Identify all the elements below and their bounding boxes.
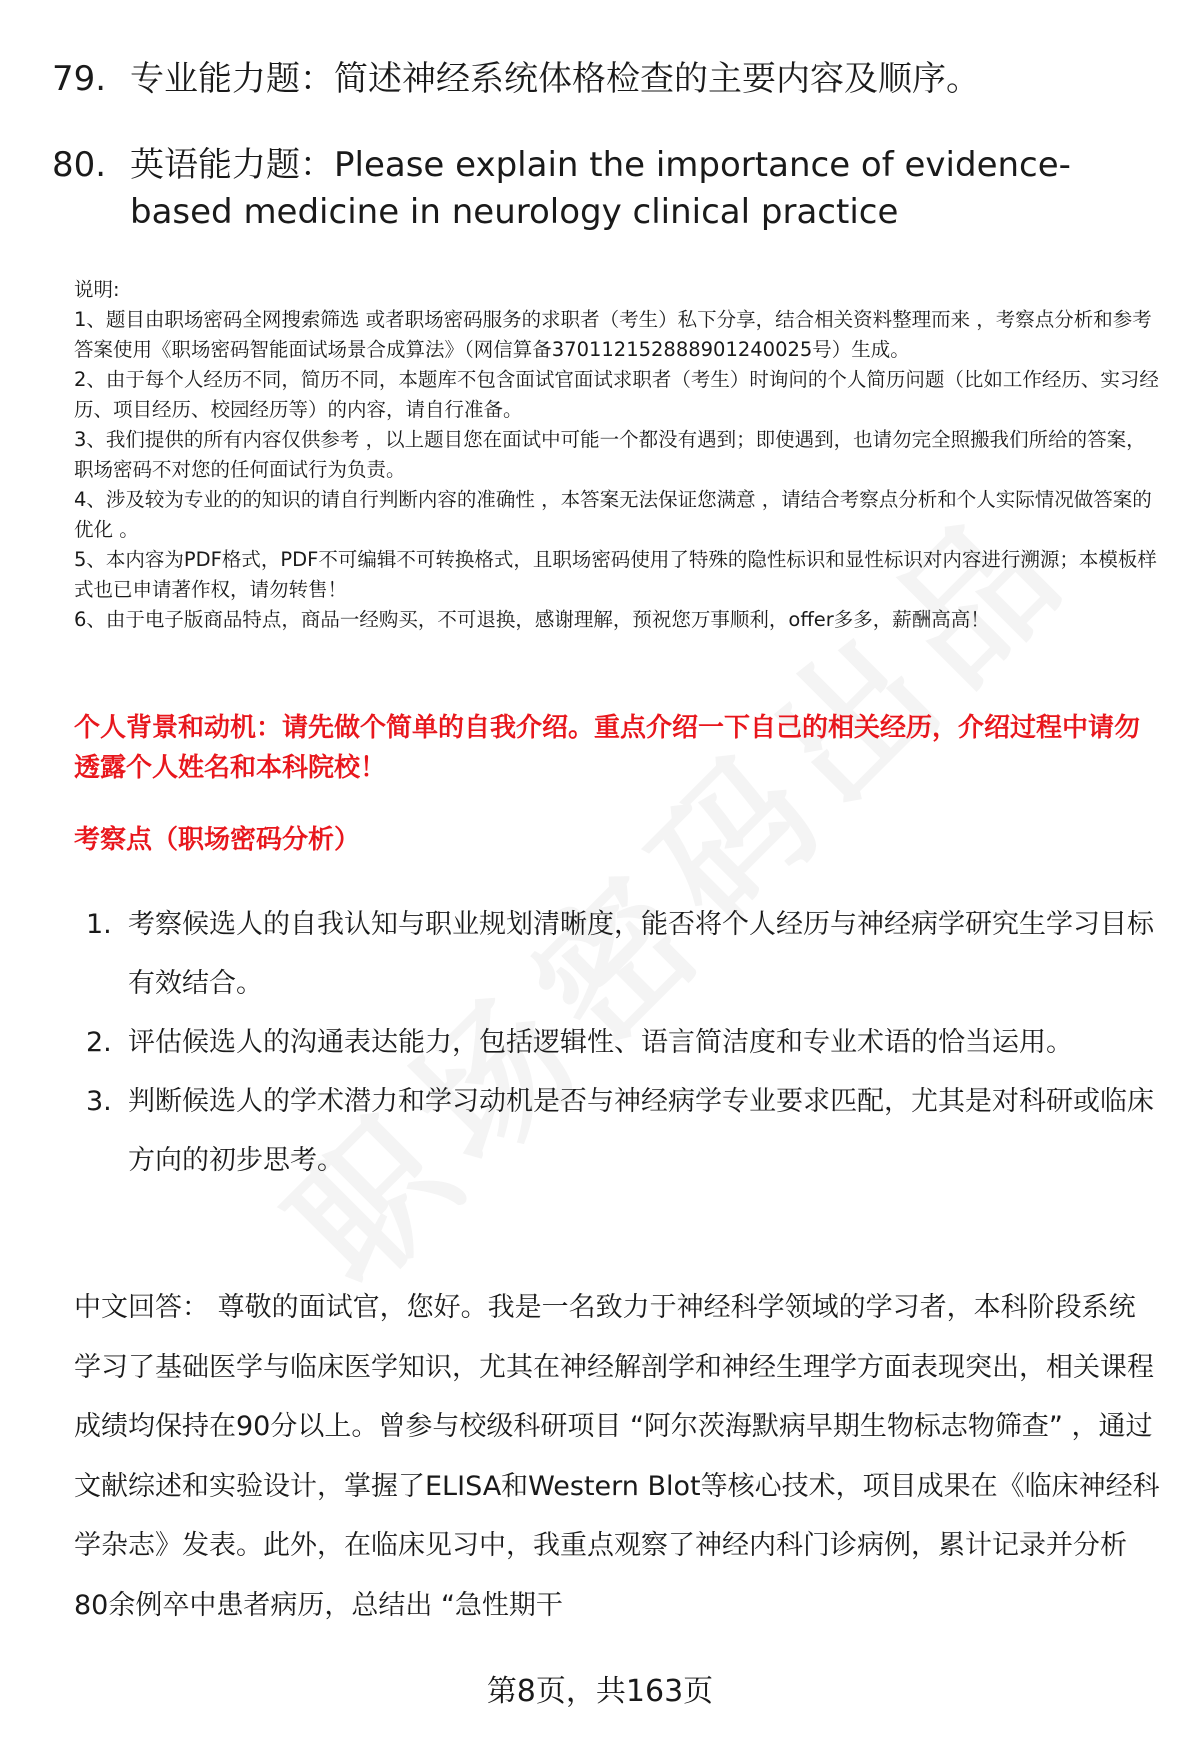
answer-label: 中文回答： bbox=[74, 1292, 209, 1323]
question-number: 79. bbox=[52, 59, 107, 99]
analysis-title: 考察点（职场密码分析） bbox=[74, 825, 361, 855]
notes-block bbox=[74, 275, 1160, 635]
list-item bbox=[74, 1072, 1160, 1190]
note-item: 1、题目由职场密码全网搜索筛选 或者职场密码服务的求职者（考生）私下分享，结合相关资料整理而来 ，考察点分析和参考答案使用《职场密码智能面试场景合成算法》（网信算备370112152888901240025号）生成。 bbox=[74, 308, 1152, 361]
page-footer: 第8页，共163页 bbox=[486, 1674, 714, 1709]
notes-heading: 说明: bbox=[74, 278, 120, 301]
point-number: 2. bbox=[86, 1027, 112, 1058]
point-text: 评估候选人的沟通表达能力，包括逻辑性、语言简洁度和专业术语的恰当运用。 bbox=[128, 1027, 1073, 1058]
note-item: 3、我们提供的所有内容仅供参考 ，以上题目您在面试中可能一个都没有遇到；即使遇到，也请勿完全照搬我们所给的答案，职场密码不对您的任何面试行为负责。 bbox=[74, 428, 1146, 481]
point-text: 判断候选人的学术潜力和学习动机是否与神经病学专业要求匹配，尤其是对科研或临床方向的初步思考。 bbox=[128, 1086, 1154, 1176]
question-80 bbox=[52, 142, 1152, 236]
answer-text: 尊敬的面试官，您好。我是一名致力于神经科学领域的学习者，本科阶段系统学习了基础医学与临床医学知识，尤其在神经解剖学和神经生理学方面表现突出，相关课程成绩均保持在90分以上。曾参与校级科研项目 “阿尔茨海默病早期生物标志物筛查” ，通过文献综述和实验设计，掌握了ELISA和Western Blot等核心技术，项目成果在《临床神经科学杂志》发表。此外，在临床见习中，我重点观察了神经内科门诊病例，累计记录并分析80余例卒中患者病历，总结出 “急性期干 bbox=[74, 1292, 1160, 1621]
point-number: 1. bbox=[86, 909, 112, 940]
point-text: 考察候选人的自我认知与职业规划清晰度，能否将个人经历与神经病学研究生学习目标有效结合。 bbox=[128, 909, 1154, 999]
question-79 bbox=[52, 56, 1152, 103]
question-number: 80. bbox=[52, 145, 107, 185]
question-text: 专业能力题：简述神经系统体格检查的主要内容及顺序。 bbox=[130, 59, 980, 99]
note-item: 2、由于每个人经历不同，简历不同，本题库不包含面试官面试求职者（考生）时询问的个人简历问题（比如工作经历、实习经历、项目经历、校园经历等）的内容，请自行准备。 bbox=[74, 368, 1159, 421]
list-item bbox=[74, 1013, 1160, 1072]
answer-block bbox=[74, 1278, 1160, 1635]
list-item bbox=[74, 895, 1160, 1013]
analysis-points bbox=[74, 895, 1160, 1190]
note-item: 5、本内容为PDF格式，PDF不可编辑不可转换格式，且职场密码使用了特殊的隐性标识和显性标识对内容进行溯源；本模板样式也已申请著作权，请勿转售！ bbox=[74, 548, 1157, 601]
point-number: 3. bbox=[86, 1086, 112, 1117]
note-item: 4、涉及较为专业的的知识的请自行判断内容的准确性 ，本答案无法保证您满意 ，请结合考察点分析和个人实际情况做答案的优化 。 bbox=[74, 488, 1152, 541]
section-title: 个人背景和动机：请先做个简单的自我介绍。重点介绍一下自己的相关经历，介绍过程中请勿透露个人姓名和本科院校！ bbox=[74, 713, 1141, 783]
note-item: 6、由于电子版商品特点，商品一经购买，不可退换，感谢理解，预祝您万事顺利，offer多多，薪酬高高！ bbox=[74, 608, 990, 631]
question-text: 英语能力题：Please explain the importance of evidence-based medicine in neurology clinical practice bbox=[130, 145, 1071, 232]
